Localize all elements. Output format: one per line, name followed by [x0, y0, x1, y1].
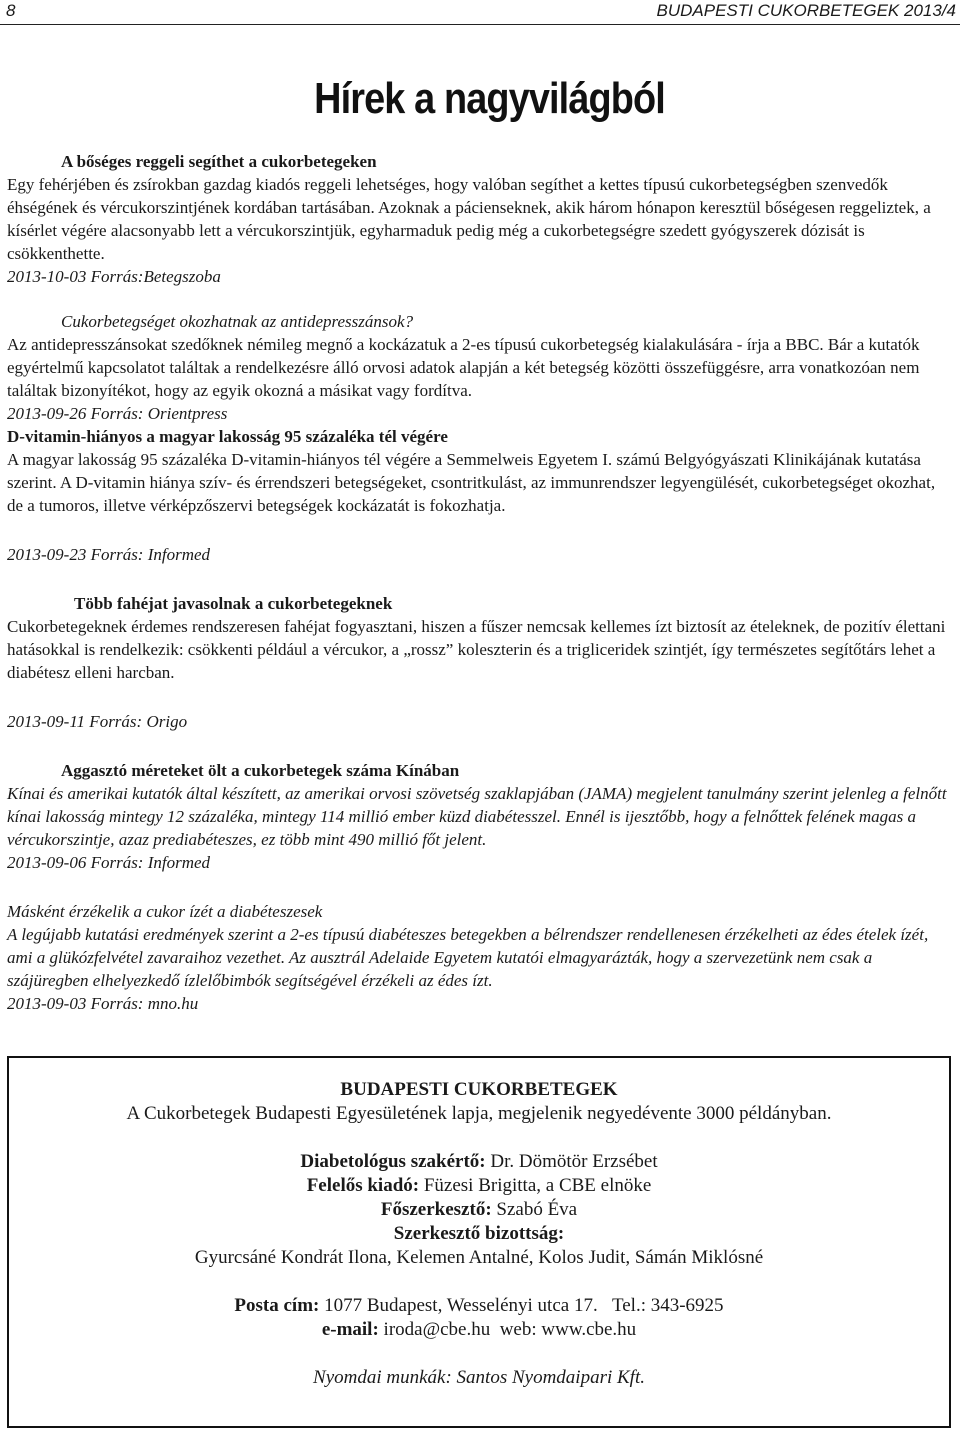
article-source: 2013-09-26 Forrás: Orientpress — [7, 404, 228, 423]
board-label: Szerkesztő bizottság: — [393, 1223, 565, 1244]
article-cinnamon — [7, 592, 951, 733]
article-title: Aggasztó méreteket ölt a cukorbetegek száma Kínában — [61, 761, 460, 780]
article-source: 2013-09-03 Forrás: mno.hu — [7, 994, 199, 1013]
article-sweet-taste — [7, 900, 951, 1015]
article-source: 2013-09-06 Forrás: Informed — [7, 853, 211, 872]
imprint-postal — [9, 1294, 949, 1318]
imprint-printer: Nyomdai munkák: Santos Nyomdaipari Kft. — [313, 1367, 645, 1388]
expert-label: Diabetológus szakértő: — [300, 1151, 486, 1172]
article-vitamin-d — [7, 425, 951, 566]
phone-value: Tel.: 343-6925 — [611, 1295, 724, 1316]
article-body: Egy fehérjében és zsírokban gazdag kiadós reggeli lehetséges, hogy valóban segíthet a kettes típusú cukorbetegségben szenvedők éhségének és vércukorszintjének kordában tartásában. Azoknak a pácienseknek, akik három hónapon keresztül bőségesen reggeliztek, a kísérlet végére alacsonyabb lett a vércukorszintjük, egyharmaduk pedig még a cukorbetegségre szedett gyógyszerek dózisát is csökkenthette. — [7, 175, 931, 263]
web-link[interactable]: web: www.cbe.hu — [499, 1319, 637, 1340]
postal-value: 1077 Budapest, Wesselényi utca 17. — [324, 1295, 598, 1316]
publisher-value: Füzesi Brigitta, a CBE elnöke — [423, 1175, 652, 1196]
article-source: 2013-09-11 Forrás: Origo — [7, 712, 188, 731]
article-title: Másként érzékelik a cukor ízét a diabéteszesek — [7, 902, 323, 921]
publication-title: BUDAPESTI CUKORBETEGEK 2013/4 — [656, 1, 956, 20]
expert-value: Dr. Dömötör Erzsébet — [490, 1151, 658, 1172]
article-china — [7, 759, 951, 874]
imprint-box — [7, 1056, 951, 1428]
editor-value: Szabó Éva — [496, 1199, 578, 1220]
article-title: A bőséges reggeli segíthet a cukorbetegeken — [61, 152, 377, 171]
postal-label: Posta cím: — [234, 1295, 320, 1316]
article-body: A magyar lakosság 95 százaléka D-vitamin-hiányos tél végére a Semmelweis Egyetem I. számú Belgyógyászati Klinikájának kutatása szerint. A D-vitamin hiánya szív- és érrendszeri betegségeket, csontritkulást, az immunrendszer legyengülését, cukorbetegséget okozhat, de a tumoros, illetve vérképzőszervi betegségek kockázatát is fokozhatja. — [7, 450, 936, 515]
email-link[interactable]: iroda@cbe.hu — [383, 1319, 491, 1340]
article-source: 2013-09-23 Forrás: Informed — [7, 545, 211, 564]
imprint-title: BUDAPESTI CUKORBETEGEK — [340, 1079, 618, 1100]
publisher-label: Felelős kiadó: — [306, 1175, 420, 1196]
imprint-board-members: Gyurcsáné Kondrát Ilona, Kelemen Antalné, Kolos Judit, Sámán Miklósné — [194, 1247, 764, 1268]
article-body: A legújabb kutatási eredmények szerint a 2-es típusú diabéteszes betegekben a bélrendszer rendellenesen érzékelheti az édes ételek ízét, ami a glükózfelvétel zavaraihoz vezethet. Az ausztrál Adelaide Egyetem kutatói elmagyarázták, hogy a szervezetünk nem csak a szájüregben elhelyezkedő ízlelőbimbók segítségével érzékeli az édes ízt. — [7, 925, 929, 990]
imprint-subtitle: A Cukorbetegek Budapesti Egyesületének lapja, megjelenik negyedévente 3000 példányban. — [126, 1103, 832, 1124]
section-headline: Hírek a nagyvilágból — [314, 74, 665, 123]
article-body: Az antidepresszánsokat szedőknek némileg megnő a kockázatuk a 2-es típusú cukorbetegség kialakulására - írja a BBC. Bár a kutatók egyértelmű kapcsolatot találtak a rendelkezésre álló orvosi adatok alapján a két betegség közötti összefüggésre, arra vonatkozóan nem találtak bizonyítékot, hogy az egyik okozná a másikat vagy fordítva. — [7, 335, 920, 400]
article-body: Kínai és amerikai kutatók által készített, az amerikai orvosi szövetség szaklapjában (JAMA) megjelent tanulmány szerint jelenleg a felnőtt kínai lakosság mintegy 12 százaléka, mintegy 114 millió ember küzd diabétesszel. Ennél is ijesztőbb, hogy a felnőttek felének magas a vércukorszintje, azaz prediabéteszes, ez több mint 490 millió főt jelent. — [7, 784, 947, 849]
news-column — [7, 150, 951, 1015]
imprint-board-label — [9, 1222, 949, 1246]
article-source: 2013-10-03 Forrás:Betegszoba — [7, 267, 221, 286]
email-label: e-mail: — [321, 1319, 379, 1340]
article-antidepressants — [7, 310, 951, 425]
article-breakfast — [7, 150, 951, 288]
imprint-contact — [9, 1318, 949, 1342]
article-title: Több fahéjat javasolnak a cukorbetegeknek — [74, 594, 393, 613]
imprint-expert — [9, 1150, 949, 1174]
article-title: Cukorbetegséget okozhatnak az antidepresszánsok? — [61, 312, 414, 331]
editor-label: Főszerkesztő: — [380, 1199, 492, 1220]
article-body: Cukorbetegeknek érdemes rendszeresen fahéjat fogyasztani, hiszen a fűszer nemcsak kellemes ízt biztosít az ételeknek, de pozitív élettani hatásokkal is rendelkezik: csökkenti például a vércukor, a „rossz” koleszterin és a trigliceridek szintjét, így természetes segítőtárs lehet a diabétesz elleni harcban. — [7, 617, 946, 682]
page-number: 8 — [6, 1, 16, 20]
page-header — [0, 0, 960, 25]
imprint-editor — [9, 1198, 949, 1222]
article-title: D-vitamin-hiányos a magyar lakosság 95 százaléka tél végére — [7, 427, 448, 446]
imprint-publisher — [9, 1174, 949, 1198]
